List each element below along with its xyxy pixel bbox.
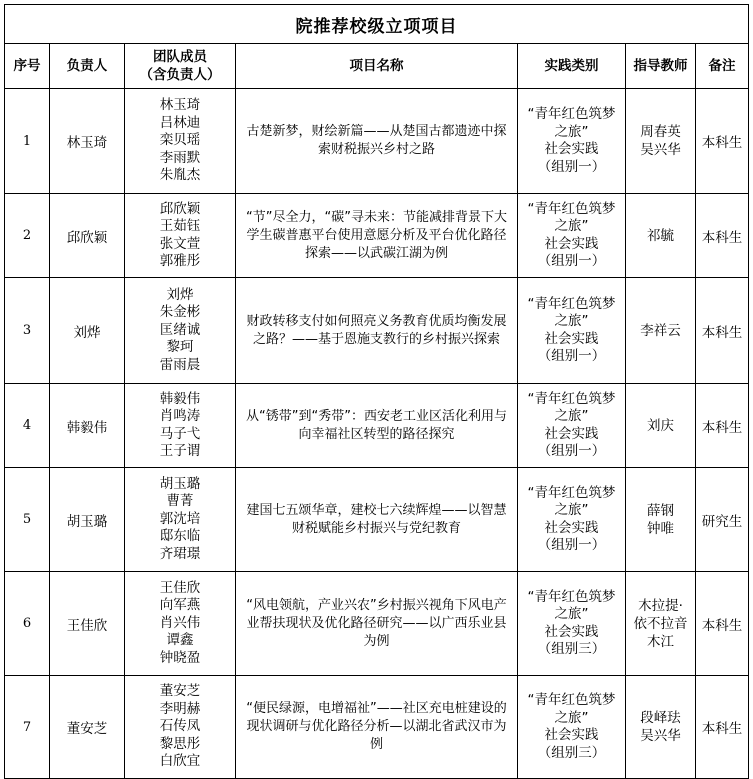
header-teacher: 指导教师 xyxy=(626,44,696,89)
row-project-name: “便民绿源，电增福祉”——社区充电桩建设的现状调研与优化路径分析—以湖北省武汉市为例 xyxy=(236,676,518,779)
practice-type-line: 社会实践 xyxy=(544,425,599,442)
table-row xyxy=(5,89,749,194)
row-remark: 本科生 xyxy=(696,572,749,676)
teacher-name: 段峄珐 xyxy=(640,710,681,726)
teacher-name: 李祥云 xyxy=(640,322,681,339)
row-teacher xyxy=(626,89,696,194)
member-name: 张文萱 xyxy=(159,235,201,252)
member-name: 曹菁 xyxy=(166,493,194,510)
row-practice-type xyxy=(518,572,626,676)
practice-type-line: （组别三） xyxy=(537,744,606,761)
practice-type-line: 之旅” xyxy=(554,502,589,518)
member-name: 李雨默 xyxy=(159,149,201,166)
row-leader: 董安芝 xyxy=(50,676,125,779)
row-seq: 7 xyxy=(5,676,50,779)
row-seq: 4 xyxy=(5,384,50,468)
member-name: 白欣宜 xyxy=(159,753,201,770)
row-project-name: “风电领航，产业兴农”乡村振兴视角下风电产业帮扶现状及优化路径研究——以广西乐业县为例 xyxy=(236,572,518,676)
teacher-name: 吴兴华 xyxy=(640,728,681,744)
practice-type-line: 之旅” xyxy=(554,123,589,140)
row-seq: 6 xyxy=(5,572,50,676)
practice-type-line: 社会实践 xyxy=(544,623,599,640)
row-members xyxy=(125,194,236,278)
teacher-name: 钟唯 xyxy=(647,520,674,537)
member-name: 谭鑫 xyxy=(166,632,194,649)
project-table xyxy=(4,4,749,779)
teacher-name: 吴兴华 xyxy=(640,142,681,158)
teacher-name: 周春英 xyxy=(640,124,681,140)
member-name: 齐珺璟 xyxy=(159,545,201,562)
row-remark: 本科生 xyxy=(696,676,749,779)
row-leader: 邱欣颖 xyxy=(50,194,125,278)
row-members xyxy=(125,89,236,194)
row-members xyxy=(125,468,236,572)
row-remark: 本科生 xyxy=(696,278,749,384)
member-name: 黎思彤 xyxy=(159,735,201,752)
member-name: 石传凤 xyxy=(159,718,201,735)
table-row xyxy=(5,572,749,676)
row-remark: 本科生 xyxy=(696,194,749,278)
member-name: 邸东临 xyxy=(159,528,201,545)
practice-type-line: 之旅” xyxy=(554,606,589,622)
table-row xyxy=(5,278,749,384)
practice-type-line: 社会实践 xyxy=(544,727,599,743)
table-row xyxy=(5,384,749,468)
member-name: 刘烨 xyxy=(166,286,194,303)
practice-type-line: （组别一） xyxy=(537,253,606,269)
row-seq: 2 xyxy=(5,194,50,278)
practice-type-line: （组别一） xyxy=(537,348,606,364)
member-name: 肖鸣涛 xyxy=(159,408,201,424)
member-name: 匡绪诚 xyxy=(159,321,201,338)
practice-type-line: “青年红色筑梦 xyxy=(527,200,616,217)
header-members-line2: （含负责人） xyxy=(139,67,221,83)
member-name: 李明赫 xyxy=(159,700,201,717)
practice-type-line: 社会实践 xyxy=(544,235,599,252)
row-project-name: 从“锈带”到“秀带”：西安老工业区活化利用与向幸福社区转型的路径探究 xyxy=(236,384,518,468)
practice-type-line: “青年红色筑梦 xyxy=(527,692,616,708)
row-teacher xyxy=(626,384,696,468)
row-teacher xyxy=(626,676,696,779)
practice-type-line: 之旅” xyxy=(554,218,589,234)
row-practice-type xyxy=(518,468,626,572)
row-members xyxy=(125,278,236,384)
practice-type-line: “青年红色筑梦 xyxy=(527,295,616,312)
header-type: 实践类别 xyxy=(518,44,626,89)
row-remark: 研究生 xyxy=(696,468,749,572)
row-members xyxy=(125,384,236,468)
member-name: 董安芝 xyxy=(159,683,201,700)
row-leader: 王佳欣 xyxy=(50,572,125,676)
row-project-name: “节”尽全力，“碳”寻未来：节能减排背景下大学生碳普惠平台使用意愿分析及平台优化路径探索——以武碳江湖为例 xyxy=(236,194,518,278)
header-leader: 负责人 xyxy=(50,44,125,89)
practice-type-line: 之旅” xyxy=(554,709,589,726)
header-members xyxy=(125,44,236,89)
header-seq: 序号 xyxy=(5,44,50,89)
row-remark: 本科生 xyxy=(696,384,749,468)
table-row xyxy=(5,676,749,779)
teacher-name: 薛钢 xyxy=(647,502,674,519)
row-members xyxy=(125,572,236,676)
table-body xyxy=(5,89,749,779)
member-name: 韩毅伟 xyxy=(159,390,201,407)
member-name: 王子谓 xyxy=(159,443,201,459)
practice-type-line: “青年红色筑梦 xyxy=(527,588,616,605)
member-name: 雷雨晨 xyxy=(159,356,201,373)
row-teacher xyxy=(626,194,696,278)
member-name: 郭沈培 xyxy=(159,510,201,527)
project-table-sheet xyxy=(4,4,749,779)
member-name: 黎珂 xyxy=(166,339,194,356)
member-name: 朱金彬 xyxy=(159,304,201,321)
table-title: 院推荐校级立项项目 xyxy=(5,5,749,44)
practice-type-line: “青年红色筑梦 xyxy=(527,106,616,122)
row-leader: 刘烨 xyxy=(50,278,125,384)
row-teacher xyxy=(626,468,696,572)
row-teacher xyxy=(626,278,696,384)
row-remark: 本科生 xyxy=(696,89,749,194)
practice-type-line: “青年红色筑梦 xyxy=(527,484,616,501)
header-project: 项目名称 xyxy=(236,44,518,89)
row-leader: 韩毅伟 xyxy=(50,384,125,468)
member-name: 钟晓盈 xyxy=(159,649,201,666)
row-project-name: 财政转移支付如何照亮义务教育优质均衡发展之路？——基于恩施支教行的乡村振兴探索 xyxy=(236,278,518,384)
teacher-name: 木拉提· xyxy=(638,597,683,614)
row-practice-type xyxy=(518,384,626,468)
teacher-name: 依不拉音 xyxy=(633,615,688,632)
header-members-line1: 团队成员 xyxy=(153,49,207,65)
practice-type-line: 之旅” xyxy=(554,408,589,424)
member-name: 邱欣颖 xyxy=(159,200,201,217)
practice-type-line: 社会实践 xyxy=(544,141,599,157)
row-practice-type xyxy=(518,676,626,779)
row-seq: 3 xyxy=(5,278,50,384)
row-practice-type xyxy=(518,89,626,194)
row-teacher xyxy=(626,572,696,676)
row-practice-type xyxy=(518,194,626,278)
practice-type-line: 社会实践 xyxy=(544,519,599,536)
member-name: 肖兴伟 xyxy=(159,614,201,631)
row-project-name: 古楚新梦，财绘新篇——从楚国古都遗迹中探索财税振兴乡村之路 xyxy=(236,89,518,194)
member-name: 胡玉璐 xyxy=(159,475,201,492)
member-name: 向军燕 xyxy=(159,597,201,614)
member-name: 郭雅彤 xyxy=(159,253,201,269)
member-name: 吕林迪 xyxy=(159,114,201,131)
practice-type-line: （组别一） xyxy=(537,158,606,175)
row-leader: 胡玉璐 xyxy=(50,468,125,572)
member-name: 栾贝瑶 xyxy=(159,132,201,149)
practice-type-line: 社会实践 xyxy=(544,330,599,347)
teacher-name: 木江 xyxy=(647,633,674,650)
row-seq: 5 xyxy=(5,468,50,572)
member-name: 朱胤杰 xyxy=(159,167,201,184)
header-row xyxy=(5,44,749,89)
header-remark: 备注 xyxy=(696,44,749,89)
member-name: 马子弋 xyxy=(159,425,201,442)
practice-type-line: （组别一） xyxy=(537,443,606,459)
table-row xyxy=(5,468,749,572)
member-name: 林玉琦 xyxy=(159,97,201,114)
member-name: 王茹钰 xyxy=(159,218,201,234)
row-leader: 林玉琦 xyxy=(50,89,125,194)
practice-type-line: （组别一） xyxy=(537,537,606,553)
practice-type-line: 之旅” xyxy=(554,313,589,329)
teacher-name: 祁毓 xyxy=(647,227,674,244)
row-practice-type xyxy=(518,278,626,384)
row-members xyxy=(125,676,236,779)
row-seq: 1 xyxy=(5,89,50,194)
practice-type-line: （组别三） xyxy=(537,641,606,657)
teacher-name: 刘庆 xyxy=(647,417,674,434)
practice-type-line: “青年红色筑梦 xyxy=(527,390,616,407)
row-project-name: 建国七五颂华章，建校七六续辉煌——以智慧财税赋能乡村振兴与党纪教育 xyxy=(236,468,518,572)
table-row xyxy=(5,194,749,278)
member-name: 王佳欣 xyxy=(159,579,201,596)
